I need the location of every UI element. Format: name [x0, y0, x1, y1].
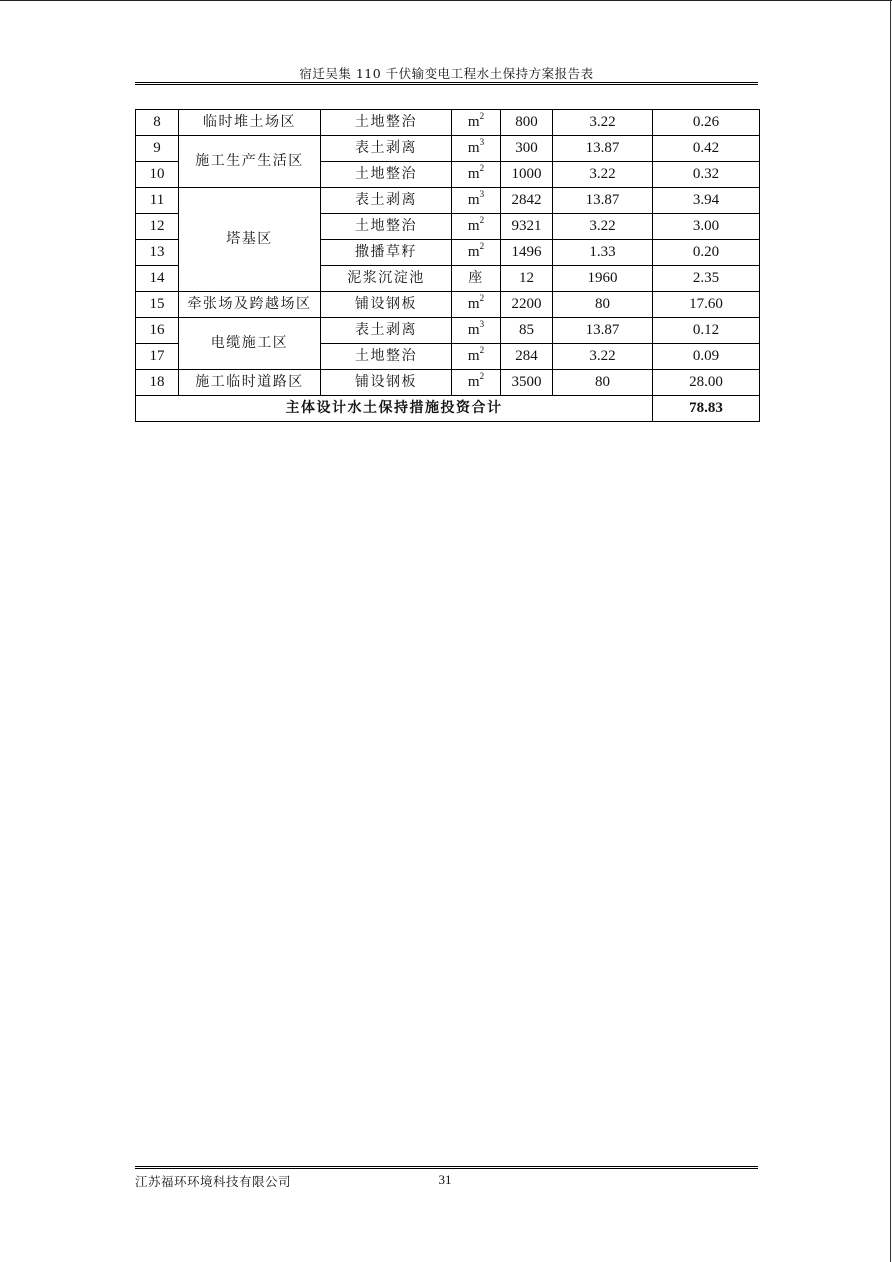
amount-cell: 3.00 — [653, 214, 760, 240]
unit-price-cell: 1960 — [553, 266, 653, 292]
footer-rule — [135, 1166, 758, 1169]
amount-cell: 17.60 — [653, 292, 760, 318]
area-cell: 施工生产生活区 — [179, 136, 321, 188]
measure-cell: 土地整治 — [321, 344, 452, 370]
investment-table — [135, 109, 760, 422]
area-cell: 电缆施工区 — [179, 318, 321, 370]
unit-cell — [452, 370, 501, 396]
measure-cell: 土地整治 — [321, 214, 452, 240]
quantity-cell: 300 — [501, 136, 553, 162]
table-row — [136, 110, 760, 136]
row-number: 8 — [136, 110, 179, 136]
quantity-cell: 284 — [501, 344, 553, 370]
row-number: 15 — [136, 292, 179, 318]
row-number: 18 — [136, 370, 179, 396]
measure-cell: 表土剥离 — [321, 318, 452, 344]
header-rule — [135, 82, 758, 85]
amount-cell: 0.12 — [653, 318, 760, 344]
total-row — [136, 396, 760, 422]
page-right-border — [890, 0, 891, 1262]
page-top-border — [0, 0, 892, 1]
total-value: 78.83 — [653, 396, 760, 422]
unit-exponent: 2 — [479, 345, 485, 355]
unit-base: m — [467, 166, 480, 182]
quantity-cell: 1000 — [501, 162, 553, 188]
unit-cell — [452, 214, 501, 240]
unit-price-cell: 3.22 — [553, 344, 653, 370]
row-number: 13 — [136, 240, 179, 266]
quantity-cell: 85 — [501, 318, 553, 344]
table-row — [136, 318, 760, 344]
measure-cell: 表土剥离 — [321, 136, 452, 162]
amount-cell: 3.94 — [653, 188, 760, 214]
measure-cell: 表土剥离 — [321, 188, 452, 214]
total-label: 主体设计水土保持措施投资合计 — [136, 396, 653, 422]
unit-base: 座 — [468, 270, 484, 286]
unit-cell — [452, 344, 501, 370]
row-number: 12 — [136, 214, 179, 240]
unit-cell — [452, 292, 501, 318]
unit-price-cell: 3.22 — [553, 214, 653, 240]
table-row — [136, 370, 760, 396]
unit-cell — [452, 110, 501, 136]
amount-cell: 0.26 — [653, 110, 760, 136]
unit-exponent: 2 — [479, 163, 485, 173]
unit-exponent: 2 — [479, 111, 485, 121]
unit-cell — [452, 162, 501, 188]
unit-base: m — [467, 218, 480, 234]
unit-exponent: 2 — [479, 241, 485, 251]
amount-cell: 0.32 — [653, 162, 760, 188]
measure-cell: 撒播草籽 — [321, 240, 452, 266]
unit-exponent: 3 — [479, 137, 485, 147]
page-header-title: 宿迁吴集 110 千伏输变电工程水土保持方案报告表 — [299, 66, 594, 81]
unit-base: m — [467, 374, 480, 390]
quantity-cell: 1496 — [501, 240, 553, 266]
amount-cell: 28.00 — [653, 370, 760, 396]
unit-cell — [452, 266, 501, 292]
area-cell: 临时堆土场区 — [179, 110, 321, 136]
unit-price-cell: 80 — [553, 292, 653, 318]
table-row — [136, 136, 760, 162]
row-number: 10 — [136, 162, 179, 188]
quantity-cell: 3500 — [501, 370, 553, 396]
measure-cell: 泥浆沉淀池 — [321, 266, 452, 292]
page-number: 31 — [438, 1172, 452, 1187]
amount-cell: 2.35 — [653, 266, 760, 292]
unit-base: m — [467, 296, 480, 312]
amount-cell: 0.20 — [653, 240, 760, 266]
row-number: 14 — [136, 266, 179, 292]
unit-price-cell: 3.22 — [553, 162, 653, 188]
unit-price-cell: 13.87 — [553, 188, 653, 214]
unit-base: m — [467, 140, 480, 156]
unit-base: m — [467, 322, 480, 338]
unit-exponent: 2 — [479, 293, 485, 303]
quantity-cell: 2200 — [501, 292, 553, 318]
quantity-cell: 9321 — [501, 214, 553, 240]
unit-price-cell: 13.87 — [553, 318, 653, 344]
table-row — [136, 188, 760, 214]
unit-price-cell: 13.87 — [553, 136, 653, 162]
unit-exponent: 2 — [479, 215, 485, 225]
measure-cell: 铺设钢板 — [321, 292, 452, 318]
measure-cell: 土地整治 — [321, 110, 452, 136]
unit-base: m — [467, 114, 480, 130]
amount-cell: 0.42 — [653, 136, 760, 162]
area-cell: 塔基区 — [179, 188, 321, 292]
area-cell: 牵张场及跨越场区 — [179, 292, 321, 318]
footer-company: 江苏福环环境科技有限公司 — [135, 1174, 292, 1189]
area-cell: 施工临时道路区 — [179, 370, 321, 396]
unit-cell — [452, 240, 501, 266]
row-number: 9 — [136, 136, 179, 162]
unit-price-cell: 80 — [553, 370, 653, 396]
row-number: 11 — [136, 188, 179, 214]
quantity-cell: 2842 — [501, 188, 553, 214]
unit-exponent: 2 — [479, 371, 485, 381]
row-number: 16 — [136, 318, 179, 344]
unit-price-cell: 3.22 — [553, 110, 653, 136]
unit-cell — [452, 318, 501, 344]
measure-cell: 土地整治 — [321, 162, 452, 188]
unit-exponent: 3 — [479, 189, 485, 199]
quantity-cell: 12 — [501, 266, 553, 292]
unit-exponent: 3 — [479, 319, 485, 329]
amount-cell: 0.09 — [653, 344, 760, 370]
unit-cell — [452, 188, 501, 214]
unit-base: m — [467, 192, 480, 208]
table-row — [136, 292, 760, 318]
unit-base: m — [467, 348, 480, 364]
unit-base: m — [467, 244, 480, 260]
measure-cell: 铺设钢板 — [321, 370, 452, 396]
unit-cell — [452, 136, 501, 162]
unit-price-cell: 1.33 — [553, 240, 653, 266]
quantity-cell: 800 — [501, 110, 553, 136]
row-number: 17 — [136, 344, 179, 370]
